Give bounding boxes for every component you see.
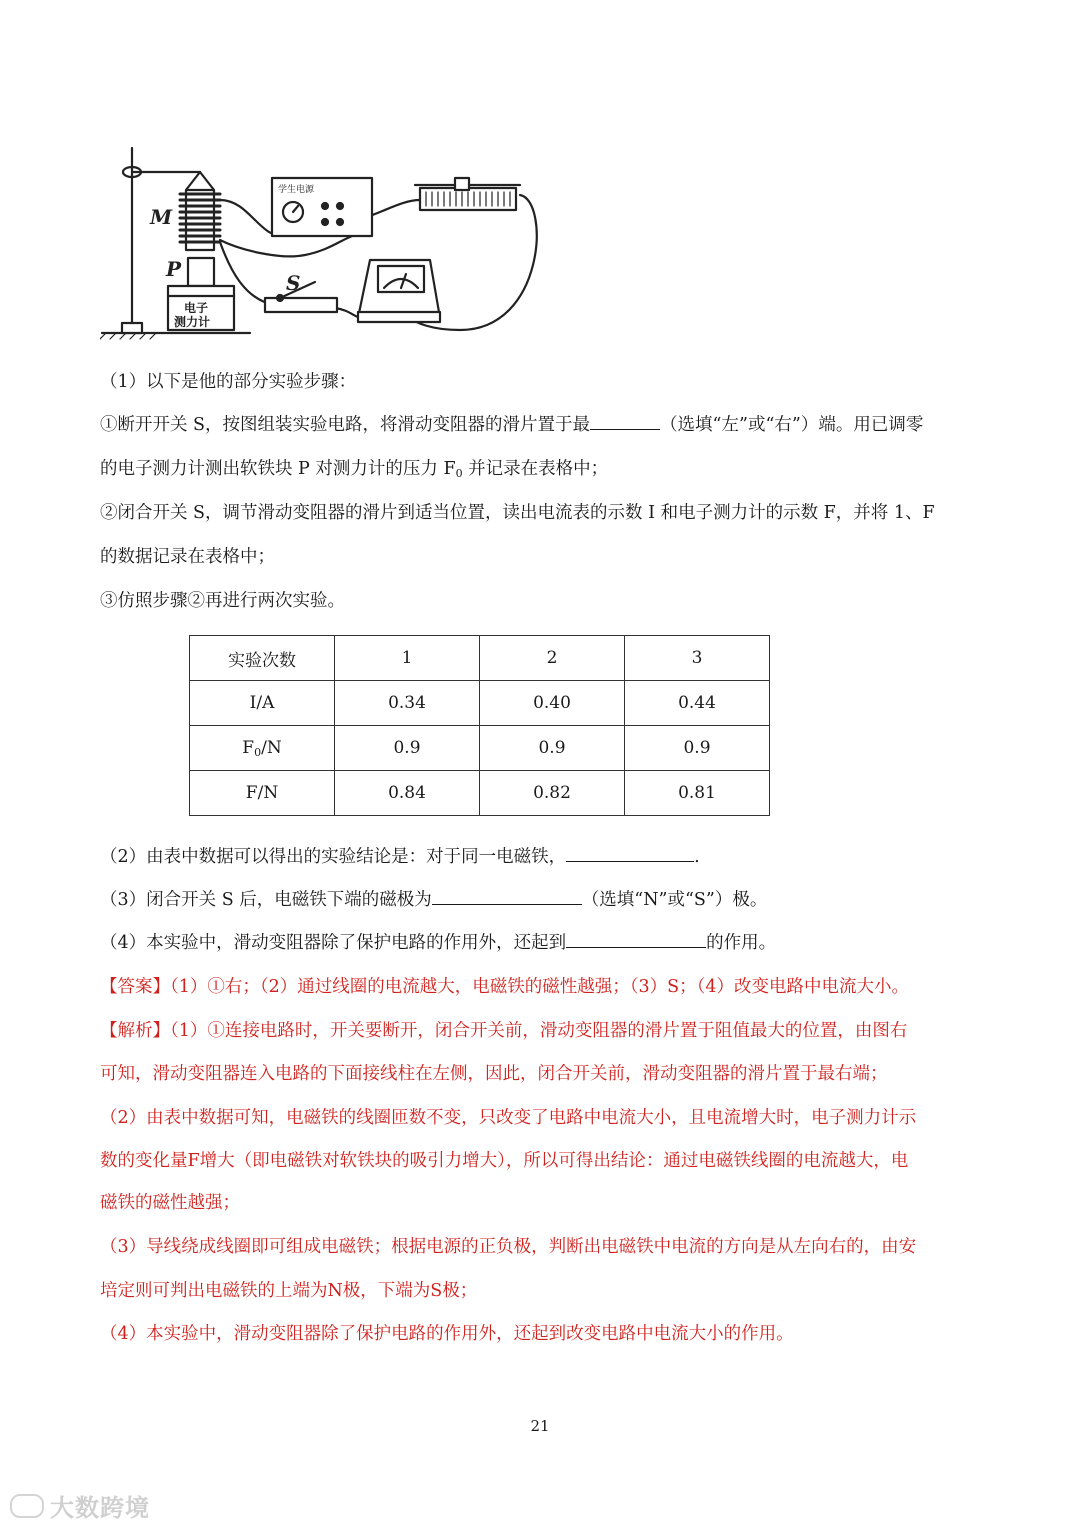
table-cell: 0.81	[625, 771, 770, 816]
q1-step1-text-a: ①断开开关 S，按图组装实验电路，将滑动变阻器的滑片置于最	[100, 415, 591, 435]
table-cell: 1	[335, 636, 480, 681]
q3-line	[100, 888, 985, 912]
data-table	[189, 635, 770, 816]
q1-step1-text-c2: 并记录在表格中；	[462, 459, 609, 479]
table-row	[190, 681, 770, 726]
table-row	[190, 636, 770, 681]
q4-line	[100, 931, 985, 955]
table-row	[190, 726, 770, 771]
dynamometer-label-1: 电子	[184, 301, 209, 315]
table-row	[190, 771, 770, 816]
q2-line	[100, 845, 985, 869]
analysis-line-7: 培定则可判出电磁铁的上端为N极，下端为S极；	[100, 1281, 478, 1301]
table-cell: I/A	[190, 681, 335, 726]
watermark-logo-icon	[10, 1494, 44, 1518]
table-cell: 0.34	[335, 681, 480, 726]
table-cell: 0.9	[625, 726, 770, 771]
analysis-line-3: （2）由表中数据可知，电磁铁的线圈匝数不变，只改变了电路中电流大小，且电流增大时，电子测力计示	[100, 1108, 917, 1128]
table-cell: 0.40	[480, 681, 625, 726]
label-S: S	[286, 271, 301, 295]
dynamometer-label-2: 测力计	[174, 315, 211, 329]
q2-text: （2）由表中数据可以得出的实验结论是：对于同一电磁铁，	[100, 847, 567, 867]
table-cell: 0.44	[625, 681, 770, 726]
analysis-line-8: （4）本实验中，滑动变阻器除了保护电路的作用外，还起到改变电路中电流大小的作用。	[100, 1324, 794, 1344]
q1-step1-sub: 0	[455, 467, 463, 480]
f0-unit: /N	[261, 737, 282, 758]
table-cell: 0.84	[335, 771, 480, 816]
q4-text-a: （4）本实验中，滑动变阻器除了保护电路的作用外，还起到	[100, 933, 567, 953]
q3-blank	[432, 888, 582, 905]
page-number: 21	[530, 1417, 550, 1435]
analysis-line-2: 可知，滑动变阻器连入电路的下面接线柱在左侧，因此，闭合开关前，滑动变阻器的滑片置于最右端；	[100, 1064, 888, 1084]
q3-text-a: （3）闭合开关 S 后，电磁铁下端的磁极为	[100, 890, 432, 910]
q4-text-b: 的作用。	[706, 933, 777, 953]
q1-blank	[590, 413, 660, 430]
answer-tag: 【答案】	[100, 977, 170, 997]
table-cell: 实验次数	[190, 636, 335, 681]
q3-text-b: （选填“N”或“S”）极。	[581, 890, 768, 910]
watermark	[10, 1488, 150, 1523]
answer-line	[100, 975, 985, 999]
watermark-text: 大数跨境	[50, 1494, 150, 1522]
table-cell	[190, 726, 335, 771]
table-cell: 3	[625, 636, 770, 681]
label-M: M	[150, 205, 173, 229]
analysis-line-6: （3）导线绕成线圈即可组成电磁铁；根据电源的正负极，判断出电磁铁中电流的方向是从左向右的，由安	[100, 1237, 917, 1257]
q1-step1-text-b: （选填“左”或“右”）端。用已调零	[660, 415, 924, 435]
analysis-line-5: 磁铁的磁性越强；	[100, 1193, 240, 1213]
q1-intro: （1）以下是他的部分实验步骤：	[100, 372, 357, 392]
table-cell: F/N	[190, 771, 335, 816]
f0-label: F	[242, 737, 255, 758]
q2-blank	[566, 845, 694, 862]
experiment-apparatus-figure	[100, 140, 550, 340]
table-cell: 0.9	[335, 726, 480, 771]
q1-step1-text-c1: 的电子测力计测出软铁块 P 对测力计的压力 F	[100, 459, 456, 479]
analysis-line-1	[100, 1019, 985, 1043]
q1-step2-line1: ②闭合开关 S，调节滑动变阻器的滑片到适当位置，读出电流表的示数 I 和电子测力计的示数 F，并将 1、F	[100, 503, 935, 523]
analysis-line-4: 数的变化量F增大（即电磁铁对软铁块的吸引力增大），所以可得出结论：通过电磁铁线圈的电流越大，电	[100, 1151, 909, 1171]
f0-sub: 0	[254, 745, 262, 759]
analysis-text-1: （1）①连接电路时，开关要断开，闭合开关前，滑动变阻器的滑片置于阻值最大的位置，由图右	[170, 1021, 908, 1041]
q1-step3: ③仿照步骤②再进行两次实验。	[100, 591, 345, 611]
power-supply-label: 学生电源	[278, 185, 315, 195]
q1-step1-line1	[100, 413, 985, 437]
table-cell: 0.9	[480, 726, 625, 771]
q1-step1-line2	[100, 457, 985, 486]
table-cell: 2	[480, 636, 625, 681]
analysis-tag: 【解析】	[100, 1021, 170, 1041]
answer-text: （1）①右；（2）通过线圈的电流越大，电磁铁的磁性越强；（3）S；（4）改变电路中电流大小。	[170, 977, 910, 997]
label-P: P	[166, 257, 182, 281]
q2-end: .	[694, 847, 700, 867]
table-cell: 0.82	[480, 771, 625, 816]
q1-step2-line2: 的数据记录在表格中；	[100, 547, 275, 567]
q4-blank	[566, 931, 706, 948]
